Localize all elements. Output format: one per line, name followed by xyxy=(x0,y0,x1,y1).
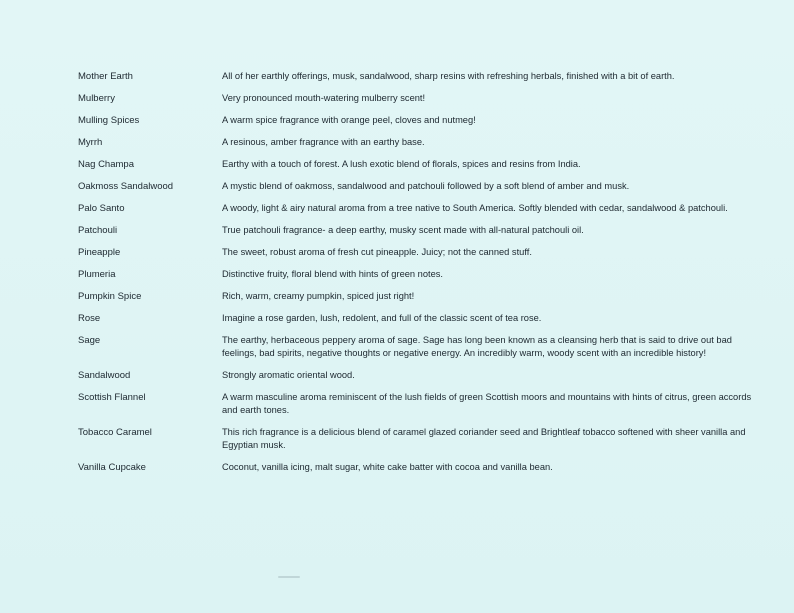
fragrance-name: Scottish Flannel xyxy=(78,392,146,403)
list-item xyxy=(78,136,778,149)
list-item xyxy=(78,246,778,259)
list-item xyxy=(78,268,778,281)
fragrance-description: The sweet, robust aroma of fresh cut pineapple. Juicy; not the canned stuff. xyxy=(222,247,532,257)
list-item xyxy=(78,92,778,105)
fragrance-name: Pumpkin Spice xyxy=(78,291,142,302)
list-item xyxy=(78,290,778,303)
fragrance-description: A resinous, amber fragrance with an earthy base. xyxy=(222,137,425,147)
fragrance-description: The earthy, herbaceous peppery aroma of sage. Sage has long been known as a cleansing herb that is said to drive out bad feelings, bad spirits, negative thoughts or negative energy. An incredibly warm, woody scent with an incredible history! xyxy=(222,335,732,358)
fragrance-name: Tobacco Caramel xyxy=(78,427,152,438)
fragrance-description: Distinctive fruity, floral blend with hints of green notes. xyxy=(222,269,443,279)
fragrance-description: Imagine a rose garden, lush, redolent, and full of the classic scent of tea rose. xyxy=(222,313,542,323)
list-item xyxy=(78,180,778,193)
fragrance-description: A warm spice fragrance with orange peel, cloves and nutmeg! xyxy=(222,115,476,125)
fragrance-name: Mulling Spices xyxy=(78,115,140,126)
fragrance-name: Oakmoss Sandalwood xyxy=(78,181,174,192)
list-item xyxy=(78,70,778,83)
list-item xyxy=(78,461,778,474)
list-item xyxy=(78,369,778,382)
fragrance-description: A woody, light & airy natural aroma from a tree native to South America. Softly blended with cedar, sandalwood & patchouli. xyxy=(222,203,728,213)
fragrance-name: Pineapple xyxy=(78,247,121,258)
fragrance-description: Earthy with a touch of forest. A lush exotic blend of florals, spices and resins from India. xyxy=(222,159,581,169)
fragrance-description: This rich fragrance is a delicious blend of caramel glazed coriander seed and Brightleaf tobacco softened with sheer vanilla and Egyptian musk. xyxy=(222,427,746,450)
fragrance-name: Sandalwood xyxy=(78,370,131,381)
fragrance-description: All of her earthly offerings, musk, sandalwood, sharp resins with refreshing herbals, finished with a bit of earth. xyxy=(222,71,675,81)
fragrance-name: Plumeria xyxy=(78,269,116,280)
scan-speck xyxy=(278,576,300,578)
list-item xyxy=(78,224,778,237)
fragrance-description: Very pronounced mouth-watering mulberry scent! xyxy=(222,93,426,103)
fragrance-description: Coconut, vanilla icing, malt sugar, white cake batter with cocoa and vanilla bean. xyxy=(222,462,553,472)
fragrance-name: Palo Santo xyxy=(78,203,125,214)
fragrance-name: Mother Earth xyxy=(78,71,133,82)
list-item xyxy=(78,334,778,360)
list-item xyxy=(78,114,778,127)
list-item xyxy=(78,158,778,171)
list-item xyxy=(78,312,778,325)
fragrance-name: Nag Champa xyxy=(78,159,134,170)
list-item xyxy=(78,391,778,417)
fragrance-list xyxy=(78,70,778,474)
fragrance-description: A warm masculine aroma reminiscent of the lush fields of green Scottish moors and mountains with hints of citrus, green accords and earth tones. xyxy=(222,392,752,415)
fragrance-description: Strongly aromatic oriental wood. xyxy=(222,370,355,380)
fragrance-name: Mulberry xyxy=(78,93,115,104)
fragrance-description: A mystic blend of oakmoss, sandalwood and patchouli followed by a soft blend of amber and musk. xyxy=(222,181,630,191)
list-item xyxy=(78,202,778,215)
fragrance-name: Sage xyxy=(78,335,101,346)
fragrance-name: Vanilla Cupcake xyxy=(78,462,146,473)
fragrance-name: Myrrh xyxy=(78,137,103,148)
fragrance-description: True patchouli fragrance- a deep earthy, musky scent made with all-natural patchouli oil. xyxy=(222,225,584,235)
fragrance-description: Rich, warm, creamy pumpkin, spiced just right! xyxy=(222,291,415,301)
fragrance-name: Rose xyxy=(78,313,101,324)
fragrance-name: Patchouli xyxy=(78,225,118,236)
list-item xyxy=(78,426,778,452)
